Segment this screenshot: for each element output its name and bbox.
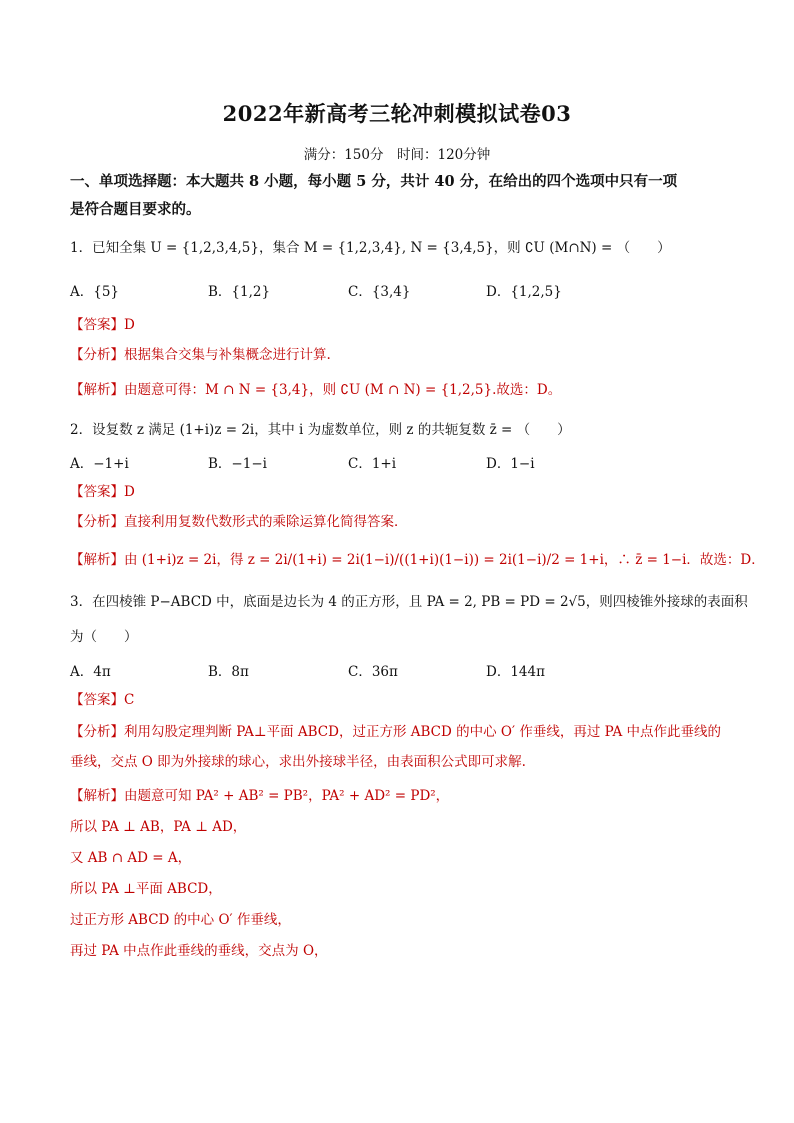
analysis-label: 【分析】 (70, 347, 124, 363)
q2-solution (70, 550, 765, 570)
q3-solution-line1 (70, 786, 449, 806)
q1-option-c: C．{3,4} (348, 284, 411, 300)
q2-option-b: B．−1−i (208, 456, 267, 472)
answer-value: D (124, 484, 135, 500)
solution-text: 由题意可知 PA² + AB² = PB²，PA² + AD² = PD²， (124, 788, 450, 804)
q2-option-c: C．1+i (348, 456, 397, 472)
answer-label: 【答案】 (70, 317, 124, 333)
solution-label: 【解析】 (70, 552, 124, 568)
q3-analysis-line1 (70, 722, 721, 742)
q2-stem: 2．设复数 z 满足 (1+i)z = 2i，其中 i 为虚数单位，则 z 的共轭复数 z̄ = （ ） (70, 422, 571, 438)
q3-option-a: A．4π (70, 664, 111, 680)
q2-answer (70, 482, 135, 502)
q3-option-d: D．144π (486, 664, 545, 680)
solution-text: 由 (1+i)z = 2i，得 z = 2i/(1+i) = 2i(1−i)/((1+i)(1−i)) = 2i(1−i)/2 = 1+i，∴ z̄ = 1−i．故选：D． (124, 552, 765, 568)
page-title: 2022年新高考三轮冲刺模拟试卷03 (222, 101, 572, 126)
q1-analysis (70, 345, 331, 365)
solution-label: 【解析】 (70, 788, 124, 804)
analysis-label: 【分析】 (70, 514, 124, 530)
q3-solution-line5: 过正方形 ABCD 的中心 O′ 作垂线， (70, 912, 291, 928)
section-heading-line2: 是符合题目要求的。 (70, 201, 201, 218)
q3-solution-line4: 所以 PA ⊥平面 ABCD， (70, 881, 222, 897)
q2-analysis (70, 512, 408, 532)
q1-option-b: B．{1,2} (208, 284, 271, 300)
answer-label: 【答案】 (70, 484, 124, 500)
q1-answer (70, 315, 135, 335)
q3-option-b: B．8π (208, 664, 249, 680)
section-heading-line1: 一、单项选择题：本大题共 8 小题，每小题 5 分，共计 40 分，在给出的四个选项中只有一项 (70, 173, 678, 190)
analysis-label: 【分析】 (70, 724, 124, 740)
q3-solution-line3: 又 AB ∩ AD = A， (70, 850, 192, 866)
exam-info: 满分：150分 时间：120分钟 (303, 147, 491, 163)
q3-stem-line1: 3．在四棱锥 P−ABCD 中，底面是边长为 4 的正方形，且 PA = 2, PB = PD = 2√5，则四棱锥外接球的表面积 (70, 594, 748, 610)
q3-stem-line2: 为（ ） (70, 629, 138, 645)
analysis-text: 直接利用复数代数形式的乘除运算化简得答案． (124, 514, 408, 530)
q2-option-d: D．1−i (486, 456, 535, 472)
answer-value: C (124, 692, 135, 708)
q2-option-a: A．−1+i (70, 456, 129, 472)
solution-text: 由题意可得：M ∩ N = {3,4}，则 ∁U (M ∩ N) = {1,2,5}.故选：D。 (124, 382, 562, 398)
q3-solution-line2: 所以 PA ⊥ AB，PA ⊥ AD， (70, 819, 247, 835)
answer-label: 【答案】 (70, 692, 124, 708)
q1-solution (70, 380, 561, 400)
analysis-text: 根据集合交集与补集概念进行计算. (124, 347, 331, 363)
q3-analysis-line2: 垂线，交点 O 即为外接球的球心，求出外接球半径，由表面积公式即可求解. (70, 754, 526, 770)
q3-option-c: C．36π (348, 664, 398, 680)
answer-value: D (124, 317, 135, 333)
q1-option-d: D．{1,2,5} (486, 284, 562, 300)
analysis-text: 利用勾股定理判断 PA⊥平面 ABCD，过正方形 ABCD 的中心 O′ 作垂线，再过 PA 中点作此垂线的 (124, 724, 721, 740)
q1-stem: 1．已知全集 U = {1,2,3,4,5}，集合 M = {1,2,3,4}, N = {3,4,5}，则 ∁U (M∩N) = （ ） (70, 240, 671, 256)
q3-answer (70, 690, 134, 710)
solution-label: 【解析】 (70, 382, 124, 398)
q3-solution-line6: 再过 PA 中点作此垂线的垂线，交点为 O， (70, 943, 328, 959)
q1-option-a: A．{5} (70, 284, 120, 300)
